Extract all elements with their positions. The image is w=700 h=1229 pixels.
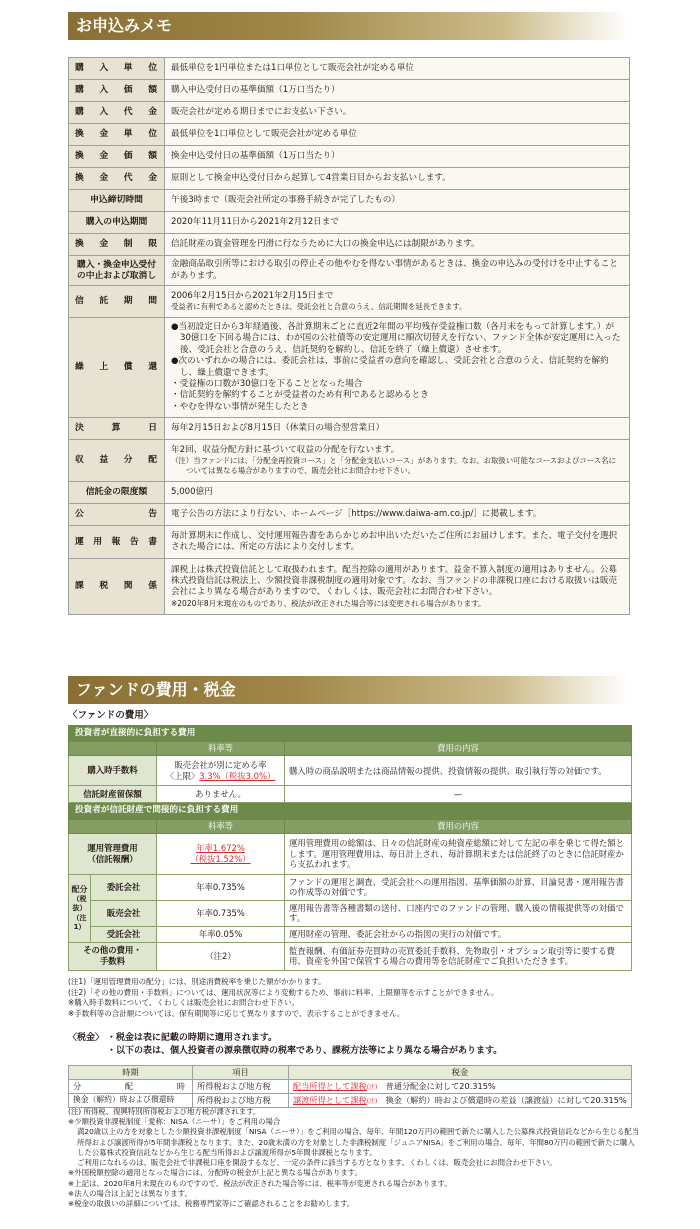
memo-value: 信託財産の資金管理を円滑に行なうために大口の換金申込には制限があります。 [165, 234, 630, 256]
tax-note: 満20歳以上の方を対象とした少額投資非課税制度「NISA（ニーサ）」をご利用の場合、毎年、年間120万円の範囲で新たに購入した公募株式投資信託などから生じる配当所得および譲渡所得が5年間非課税となります。また、20歳未満の方を対象とした非課税制度「ジュニアNISA」をご利用の場合、毎年、年間80万円の範囲で新たに購入した公募株式投資信託などから生じる配当所得および譲渡所得が5年間非課税となります。 [77, 1127, 640, 1157]
memo-row [69, 418, 630, 440]
memo-label: 換金代金 [69, 168, 165, 190]
management-fee-rate [157, 833, 285, 874]
application-memo-table [68, 57, 630, 615]
memo-label: 購入価額 [69, 80, 165, 102]
col-desc: 費用の内容 [285, 819, 632, 833]
tax-note: ※法人の場合は上記とは異なります。 [68, 1188, 192, 1198]
col-item: 項目 [193, 1066, 289, 1080]
memo-value-main: 課税上は株式投資信託として取扱われます。配当控除の適用があります。益金不算入制度の適用はありません。公募株式投資信託は税法上、少額投資非課税制度の適用対象です。なお、当ファンドの非課税口座における取扱いは販売会社により異なる場合がありますので、くわしくは、販売会社にお問合わせ下さい。 [171, 564, 618, 598]
fees-title: ファンドの費用・税金 [68, 676, 628, 704]
col-tax: 税金 [289, 1066, 632, 1080]
memo-value: 最低単位を1円単位または1口単位として販売会社が定める単位 [165, 58, 630, 80]
memo-value: 換金申込受付日の基準価額（1万口当たり） [165, 146, 630, 168]
allocation-label-line: 配分 [71, 884, 88, 894]
tax-value-cell [289, 1079, 632, 1093]
purchase-rate-value: 3.3%（税抜3.0%） [199, 770, 276, 781]
memo-row [69, 102, 630, 124]
fee-row-other [69, 942, 632, 970]
direct-cost-title: 投資者が直接的に負担する費用 [69, 726, 632, 742]
tax-kind: 配当所得として課税 [293, 1080, 367, 1091]
allocation-label-line: （税抜） [72, 895, 87, 913]
memo-label: 決算日 [69, 418, 165, 440]
other-fee-label-line: その他の費用・ [83, 945, 142, 956]
memo-label: 公告 [69, 504, 165, 526]
fee-row-retention [69, 786, 632, 803]
management-rate-ex-tax: （税抜1.52%） [190, 853, 251, 864]
redemption-bullet: ・信託契約を解約することが受益者のため有利であると認めるとき [171, 390, 429, 401]
tax-section-label: 〈税金〉 [68, 1033, 105, 1043]
tax-time: 換金（解約）時および償還時 [69, 1093, 193, 1107]
fee-row-trustee [69, 926, 632, 942]
indirect-cost-header [69, 803, 632, 819]
trustor-label: 委託会社 [91, 874, 157, 900]
allocation-label [69, 874, 91, 942]
tax-rate: 普通分配金に対して20.315% [385, 1080, 496, 1091]
trustee-desc: 運用財産の管理、委託会社からの指図の実行の対価です。 [285, 926, 632, 942]
memo-row [69, 58, 630, 80]
memo-label: 換金単位 [69, 124, 165, 146]
allocation-label-line: （注1） [72, 913, 87, 931]
purchase-rate-line: 販売会社が別に定める率 [174, 759, 267, 770]
purchase-fee-desc: 購入時の商品説明または商品情報の提供、投資情報の提供、取引執行等の対価です。 [285, 756, 632, 786]
tax-kind-note: (注) [366, 1083, 378, 1091]
tax-time: 分配時 [69, 1079, 193, 1093]
fee-row-management [69, 833, 632, 874]
memo-value: 販売会社が定める期日までにお支払い下さい。 [165, 102, 630, 124]
tax-row [69, 1093, 632, 1107]
tax-notes [68, 1107, 640, 1209]
tax-note: ※上記は、2020年8月末現在のものですので、税法が改正された場合等には、税率等が変更される場合があります。 [68, 1178, 452, 1188]
memo-value: 2020年11月11日から2021年2月12日まで [165, 212, 630, 234]
redemption-para: ●次のいずれかの場合には、委託会社は、事前に受益者の意向を確認し、受託会社と合意のうえ、信託契約を解約し、繰上償還できます。 [171, 356, 609, 378]
memo-value: 毎計算期末に作成し、交付運用報告書をあらかじめお申出いただいたご住所にお届けします。また、電子交付を選択された場合には、所定の方法により交付します。 [165, 526, 630, 559]
memo-value: 電子公告の方法により行ない、ホームページ［https://www.daiwa-am.co.jp/］に掲載します。 [165, 504, 630, 526]
other-fee-rate: （注2） [157, 942, 285, 970]
memo-title: お申込みメモ [68, 12, 628, 40]
col-time: 時期 [69, 1066, 193, 1080]
memo-label: 信託金の限度額 [69, 482, 165, 504]
memo-row [69, 168, 630, 190]
tax-line: ・税金は表に記載の時期に適用されます。 [106, 1033, 278, 1043]
tax-table [68, 1065, 632, 1108]
memo-value: 購入申込受付日の基準価額（1万口当たり） [165, 80, 630, 102]
other-fee-label [69, 942, 157, 970]
redemption-bullet: ・やむを得ない事情が発生したとき [171, 401, 309, 412]
retention-desc: — [285, 786, 632, 803]
memo-row [69, 124, 630, 146]
memo-label: 換金制限 [69, 234, 165, 256]
memo-row [69, 212, 630, 234]
management-fee-label-line: （信託報酬） [87, 853, 138, 864]
retention-label: 信託財産留保額 [69, 786, 157, 803]
fee-row-distributor [69, 900, 632, 926]
memo-label: 収益分配 [69, 440, 165, 482]
tax-header-row [69, 1066, 632, 1080]
memo-row [69, 559, 630, 615]
col-desc: 費用の内容 [285, 742, 632, 756]
redemption-bullet: ・受益権の口数が30億口を下ることとなった場合 [171, 378, 363, 389]
memo-row [69, 80, 630, 102]
trustee-rate: 年率0.05% [157, 926, 285, 942]
memo-row [69, 504, 630, 526]
direct-cost-header [69, 726, 632, 742]
trustor-desc: ファンドの運用と調査、受託会社への運用指図、基準価額の計算、目論見書・運用報告書の作成等の対価です。 [285, 874, 632, 900]
other-fee-desc: 監査報酬、有価証券売買時の売買委託手数料、先物取引・オプション取引等に要する費用、資産を外国で保管する場合の費用等を信託財産でご負担いただきます。 [285, 942, 632, 970]
tax-row [69, 1079, 632, 1093]
memo-row [69, 318, 630, 418]
redemption-para: ●当初設定日から3年経過後、各計算期末ごとに直近2年間の平均残存受益権口数（各月末をもって計算します。）が30億口を下回る場合には、わが国の公社債等の安定運用に順次切替えを行ない、ファンド全体が安定運用に入った後、受託会社と合意のうえ、信託契約を解約し、信託を終了（繰上償還）させます。 [171, 322, 621, 355]
memo-label: 購入単位 [69, 58, 165, 80]
tax-kind: 譲渡所得として課税 [293, 1094, 367, 1105]
memo-label-line: の中止および取消し [76, 270, 157, 281]
fee-column-header [69, 742, 632, 756]
col-rate: 料率等 [157, 819, 285, 833]
memo-label: 運用報告書 [69, 526, 165, 559]
tax-kind-note: (注) [366, 1097, 378, 1105]
fee-row-trustor [69, 874, 632, 900]
memo-value [165, 286, 630, 318]
fee-note: (注2)「その他の費用・手数料」については、運用状況等により変動するため、事前に料率、上限額等を示すことができません。 [68, 987, 499, 997]
memo-row [69, 256, 630, 286]
distributor-label: 販売会社 [91, 900, 157, 926]
fee-notes [68, 977, 638, 1019]
memo-row [69, 286, 630, 318]
memo-label: 信託期間 [69, 286, 165, 318]
memo-label-line: 購入・換金申込受付 [76, 259, 157, 270]
purchase-fee-rate [157, 756, 285, 786]
memo-value: 午後3時まで（販売会社所定の事務手続きが完了したもの） [165, 190, 630, 212]
tax-value-cell [289, 1093, 632, 1107]
col-rate: 料率等 [157, 742, 285, 756]
tax-note: ご利用になれるのは、販売会社で非課税口座を開設するなど、一定の条件に該当する方となります。くわしくは、販売会社にお問合わせ下さい。 [77, 1158, 557, 1168]
memo-value: 5,000億円 [165, 482, 630, 504]
tax-note: ※税金の取扱いの詳細については、税務専門家等にご確認されることをお勧めします。 [68, 1198, 355, 1208]
memo-label: 購入代金 [69, 102, 165, 124]
tax-heading [68, 1032, 638, 1058]
fund-costs-heading: 〈ファンドの費用〉 [68, 710, 154, 721]
indirect-cost-title: 投資者が信託財産で間接的に負担する費用 [69, 803, 632, 819]
memo-row [69, 146, 630, 168]
memo-value [165, 318, 630, 418]
memo-label: 課税関係 [69, 559, 165, 615]
memo-row [69, 526, 630, 559]
tax-note: ※外国税額控除の適用となった場合には、分配時の税金が上記と異なる場合があります。 [68, 1168, 362, 1178]
management-fee-label-line: 運用管理費用 [87, 842, 138, 853]
fund-costs-table [68, 725, 632, 971]
tax-rate: 換金（解約）時および償還時の差益（譲渡益）に対して20.315% [385, 1094, 627, 1105]
tax-item: 所得税および地方税 [193, 1079, 289, 1093]
trustor-rate: 年率0.735% [157, 874, 285, 900]
memo-row [69, 440, 630, 482]
other-fee-label-line: 手数料 [99, 956, 126, 967]
distributor-desc: 運用報告書等各種書類の送付、口座内でのファンドの管理、購入後の情報提供等の対価です。 [285, 900, 632, 926]
memo-value-sub: 受益者に有利であると認めたときは、受託会社と合意のうえ、信託期間を延長できます。 [171, 302, 467, 312]
memo-row [69, 482, 630, 504]
memo-row [69, 234, 630, 256]
tax-item: 所得税および地方税 [193, 1093, 289, 1107]
fee-row-purchase [69, 756, 632, 786]
memo-label: 換金価額 [69, 146, 165, 168]
memo-value: 原則として換金申込受付日から起算して4営業日目からお支払いします。 [165, 168, 630, 190]
tax-note: (注) 所得税、復興特別所得税および地方税が課されます。 [68, 1107, 261, 1116]
blank-cell [69, 742, 157, 756]
memo-value-main: 2006年2月15日から2021年2月15日まで [171, 290, 334, 301]
memo-label: 購入の申込期間 [69, 212, 165, 234]
purchase-rate-cap: 〈上限〉 [165, 770, 200, 781]
memo-value: 最低単位を1口単位として販売会社が定める単位 [165, 124, 630, 146]
fee-note: (注1)「運用管理費用の配分」には、別途消費税率を乗じた額がかかります。 [68, 977, 326, 986]
management-fee-label [69, 833, 157, 874]
memo-value-note: ※2020年8月末現在のものであり、税法が改正された場合等には変更される場合があります。 [171, 598, 486, 608]
retention-rate: ありません。 [157, 786, 285, 803]
fee-column-header [69, 819, 632, 833]
memo-value [165, 559, 630, 615]
memo-label: 繰上償還 [69, 318, 165, 418]
tax-line: ・以下の表は、個人投資者の源泉徴収時の税率であり、課税方法等により異なる場合があります。 [107, 1046, 503, 1057]
trustee-label: 受託会社 [91, 926, 157, 942]
memo-label: 申込締切時間 [69, 190, 165, 212]
memo-value [165, 440, 630, 482]
management-fee-desc: 運用管理費用の総額は、日々の信託財産の純資産総額に対して左記の率を乗じて得た額とします。運用管理費用は、毎日計上され、毎計算期末または信託終了のときに信託財産から支払われます。 [285, 833, 632, 874]
memo-value-main: 年2回、収益分配方針に基づいて収益の分配を行ないます。 [171, 445, 400, 456]
fee-note: ※購入時手数料について、くわしくは販売会社にお問合わせ下さい。 [68, 998, 299, 1007]
fee-note: ※手数料等の合計額については、保有期間等に応じて異なりますので、表示することができません。 [68, 1008, 405, 1018]
memo-label [69, 256, 165, 286]
memo-value: 金融商品取引所等における取引の停止その他やむを得ない事情があるときは、換金の申込みの受付けを中止することがあります。 [165, 256, 630, 286]
management-rate-value: 年率1.672% [196, 842, 245, 853]
distributor-rate: 年率0.735% [157, 900, 285, 926]
memo-row [69, 190, 630, 212]
blank-cell [69, 819, 157, 833]
tax-note: ※少額投資非課税制度「愛称：NISA（ニーサ）」をご利用の場合 [68, 1117, 281, 1127]
memo-value: 毎年2月15日および8月15日（休業日の場合翌営業日） [165, 418, 630, 440]
memo-value-sub: （注）当ファンドには、「分配金再投資コース」と「分配金支払いコース」があります。なお、お取扱い可能なコースおよびコース名については異なる場合がありますので、販売会社にお問合わせ下さい。 [171, 456, 616, 476]
purchase-fee-label: 購入時手数料 [69, 756, 157, 786]
